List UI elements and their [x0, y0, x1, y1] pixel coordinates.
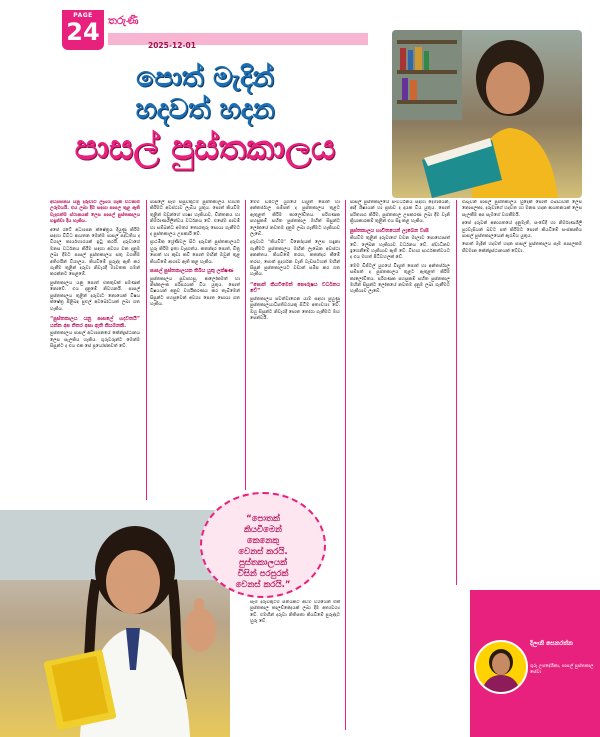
article-column-3 [250, 200, 340, 490]
issue-date: 2025-12-01 [148, 41, 196, 50]
pull-quote-line: “පොතක් [246, 514, 280, 524]
body-paragraph: පුස්තකාලය පවත්වාගෙන යාම සඳහා පුහුණු පුස්තකාලයාධිපතිවරයකු සිටීම අත්‍යවශ්‍ය වේ. ඔහු සිසුන්ට නිවැරදි පොත තෝරා ගැනීමට මඟ පෙන්වයි. [250, 297, 340, 322]
author-portrait [476, 642, 526, 692]
body-paragraph: දරුවාට “කියවීම” විනෝදයක් ලෙස හඳුනා ගැනීමට පුස්තකාලය මඟින් ලැබෙන අවස්ථා අනන්තය. කියවීමේ තරඟ, කතන්දර කීමේ තරඟ, පොත් ප්‍රදර්ශන වැනි වැඩසටහන් මඟින් සිසුන් පුස්තකාලයට වඩාත් සමීප කර ගත හැකිය. [250, 240, 340, 278]
column-divider [345, 200, 346, 730]
article-column-5 [462, 200, 582, 585]
headline-line-1: පොත් මැදින් [136, 62, 274, 93]
body-paragraph: පොත් මැදින් හදවත් හදන පාසල් පුස්තකාලය සෑම පාසලකම ජීවමාන කේන්ද්‍රස්ථානයක් වේවා. [462, 242, 582, 254]
body-paragraph: සෑම දරුවකුටම සතියකට අවම වශයෙන් එක් පුස්තකාල කාලච්ඡේදයක් ලබා දීම අත්‍යවශ්‍ය වේ. එමඟින් දරුවා නිතිපතා කියවීමේ පුරුද්දට හුරු වේ. [250, 600, 340, 625]
body-paragraph: පුස්තකාලය පාසල් අධ්‍යාපනයේ කේන්ද්‍රස්ථානය ලෙස සැලකිය හැකිය. ගුරුවරුන්ට මෙන්ම සිසුන්ට ද එය එක සේ ප්‍රයෝජනවත් වේ. [50, 331, 140, 349]
body-paragraph: කියවීම තුළින් දරුවාගේ වචන මාලාව පොහොසත් වේ. ලේඛන හැකියාව වර්ධනය වේ. ස්වාධීනව ඉගෙනීමේ හැකියාව ඇති වේ. විභාග සාර්ථකත්වයට ද එය මහත් පිටිවහලක් වේ. [350, 236, 450, 261]
reading-girl-photo [392, 30, 582, 198]
pull-quote-line: පුස්තකාලයක් [239, 558, 287, 568]
inline-quote: “පොත් කියවීමෙන් පෞරුෂය වර්ධනය වේ” [250, 281, 340, 295]
author-avatar [474, 640, 528, 694]
body-paragraph: පාසල් පුස්තකාලයේ සංවර්ධනය සඳහා දෙමාපියන්, ආදි ශිෂ්‍යයන් හා ප්‍රජාව ද දායක විය යුතුය. පොත් පරිත්‍යාග කිරීම, පුස්තකාල උපකරණ ලබා දීම වැනි ක්‍රියාකාරකම් තුළින් එය සිදු කළ හැකිය. [350, 200, 450, 225]
student-girl-illustration [0, 510, 230, 737]
date-bar [108, 33, 368, 50]
reading-girl-illustration [392, 30, 582, 198]
lead-paragraph: අධ්‍යාපනය යනු දරුවාට ලැබිය හැකි වටිනාම උරුමයයි. එය ලබා දීම සඳහා පාසල තුළ ඇති වැදගත්ම ස්ථානයක් ලෙස පාසල් පුස්තකාලය හඳුන්වා දිය හැකිය. [50, 200, 140, 225]
body-paragraph: පාසලේ සෑම සිසුවකුටම පුස්තකාලය භාවිත කිරීමට අවස්ථාව ලැබිය යුතුය. පොත් කියවීම තුළින් ඔවුන්ගේ භාෂා හැකියාව, චින්තනය හා නිර්මාණශීලීත්වය වර්ධනය වේ. එසේම පාඩම් හා සම්බන්ධ අමතර තොරතුරු සොයා ගැනීමට ද පුස්තකාලය උපකාරී වේ. [150, 200, 240, 238]
body-paragraph: මෙම ඩිජිටල් යුගයේ විද්‍යුත් පොත් හා අන්තර්ජාල සම්පත් ද පුස්තකාලය තුළට ඇතුළත් කිරීම කාලෝචිතය. පරිගණක පහසුකම් සහිත පුස්තකාල මඟින් සිසුන්ට ලෝකයේ නවතම දැනුම ලබා ගැනීමට හැකියාව ලැබේ. [350, 263, 450, 295]
article-column-3-continued [250, 600, 340, 730]
pull-quote-line: වෙනස් කරයි. [238, 547, 288, 557]
section-subhead: පුස්තකාලය භාවිතයෙන් ලැබෙන වාසි [350, 227, 429, 234]
body-paragraph: පුස්තකාලය යනු පොත් එකතුවක් පමණක් නොවේ. එය දැනුමේ නිවහනයි. පාසල් පුස්තකාලය තුළින් දරුවාට නොයෙක් විෂය ක්ෂේත්‍ර පිළිබඳ පුළුල් අවබෝධයක් ලබා ගත හැකිය. [50, 280, 140, 312]
body-paragraph: එබැවින් පාසල් පුස්තකාලය හුදෙක් පොත් ගබඩාවක් ලෙස නොසලකා, දරුවාගේ හදවත හා මනස හදන ආයතනයක් ලෙස සැලකීම අප සැමගේ වගකීමයි. [462, 200, 582, 218]
inline-quote: “පුස්තකාලය යනු පාසලේ හදවතයි” යන්න අප නිතර අසා ඇති කියමනකි. [50, 315, 140, 329]
author-role: ගුරු උපදේශිකා, පාසල් පුස්තකාල සේවා [530, 664, 594, 675]
article-column-1 [50, 200, 140, 505]
body-paragraph: ප්‍රාථමික ශ්‍රේණිවල සිට දරුවන් පුස්තකාලයට හුරු කිරීම ඉතා වැදගත්ය. කතන්දර පොත්, චිත්‍ර පොත් හා කුඩා කවි පොත් මඟින් ඔවුන් තුළ කියවීමේ ආශාව ඇති කළ හැකිය. [150, 240, 240, 265]
author-name: දිලානි සෙනරත්න [530, 640, 573, 647]
body-paragraph: අපේ දරුවන් අනාගතයේ දැනුමැති, සංවේදී හා නිර්මාණශීලී පුරවැසියන් බවට පත් කිරීමට පොත් කියවීමේ සංස්කෘතිය පාසල් පුස්තකාලයෙන් ඇරඹිය යුතුය. [462, 221, 582, 240]
headline-line-2: හදවත් හදන [135, 94, 275, 125]
page-label: PAGE [73, 12, 93, 19]
brand-name: තරුණී [108, 14, 139, 27]
section-subhead: පාසල් පුස්තකාලයක තිබිය යුතු ලක්ෂණ [150, 268, 234, 275]
student-girl-photo [0, 510, 230, 737]
pull-quote-line: වෙනස් කරයි.” [235, 580, 291, 590]
body-paragraph: අපේ රටේ අධ්‍යාපන ක්ෂේත්‍රය දියුණු කිරීම සඳහා විවිධ ආයතන මෙන්ම පාසල් පද්ධතිය ද විශාල කාර්යභාරයක් ඉටු කරයි. දරුවාගේ මනස වර්ධනය කිරීම සඳහා අවශ්‍ය වන දැනුම ලබා දීමට පාසල් පුස්තකාලය සතු වගකීම අතිශයින් විශාලය. කියවීමේ පුරුද්ද ඇති කර ගැනීම තුළින් දරුවා නිවැරදි මාවතක ගමන් කරන්නට පෙළඹේ. [50, 227, 140, 278]
column-divider [245, 200, 246, 490]
body-paragraph: මෙම ඩිජිටල් යුගයේ විද්‍යුත් පොත් හා අන්තර්ජාල සම්පත් ද පුස්තකාලය තුළට ඇතුළත් කිරීම කාලෝචිතය. පරිගණක පහසුකම් සහිත පුස්තකාල මඟින් සිසුන්ට ලෝකයේ නවතම දැනුම ලබා ගැනීමට හැකියාව ලැබේ. [250, 200, 340, 238]
article-column-4 [350, 200, 450, 730]
pull-quote [200, 492, 326, 598]
body-paragraph: පුස්තකාලය සුවපහසු, ආලෝකමත් හා නිස්කලංක පරිසරයක් විය යුතුය. පොත් විෂයයන් අනුව වර්ගීකරණය කර තැබීමෙන් සිසුන්ට පහසුවෙන් අවශ්‍ය පොත සොයා ගත හැකිය. [150, 276, 240, 308]
page-badge [62, 10, 104, 50]
column-divider [146, 200, 147, 500]
column-divider [456, 200, 457, 585]
pull-quote-line: විසින් පරපුරක් [237, 569, 289, 579]
page-number: 24 [66, 18, 100, 46]
article-column-2 [150, 200, 240, 490]
headline [30, 62, 380, 168]
pull-quote-line: කියවීමෙන් [244, 525, 282, 535]
pull-quote-line: කෙනෙකු [246, 536, 280, 546]
headline-line-3: පාසල් පුස්තකාලය [74, 128, 336, 168]
